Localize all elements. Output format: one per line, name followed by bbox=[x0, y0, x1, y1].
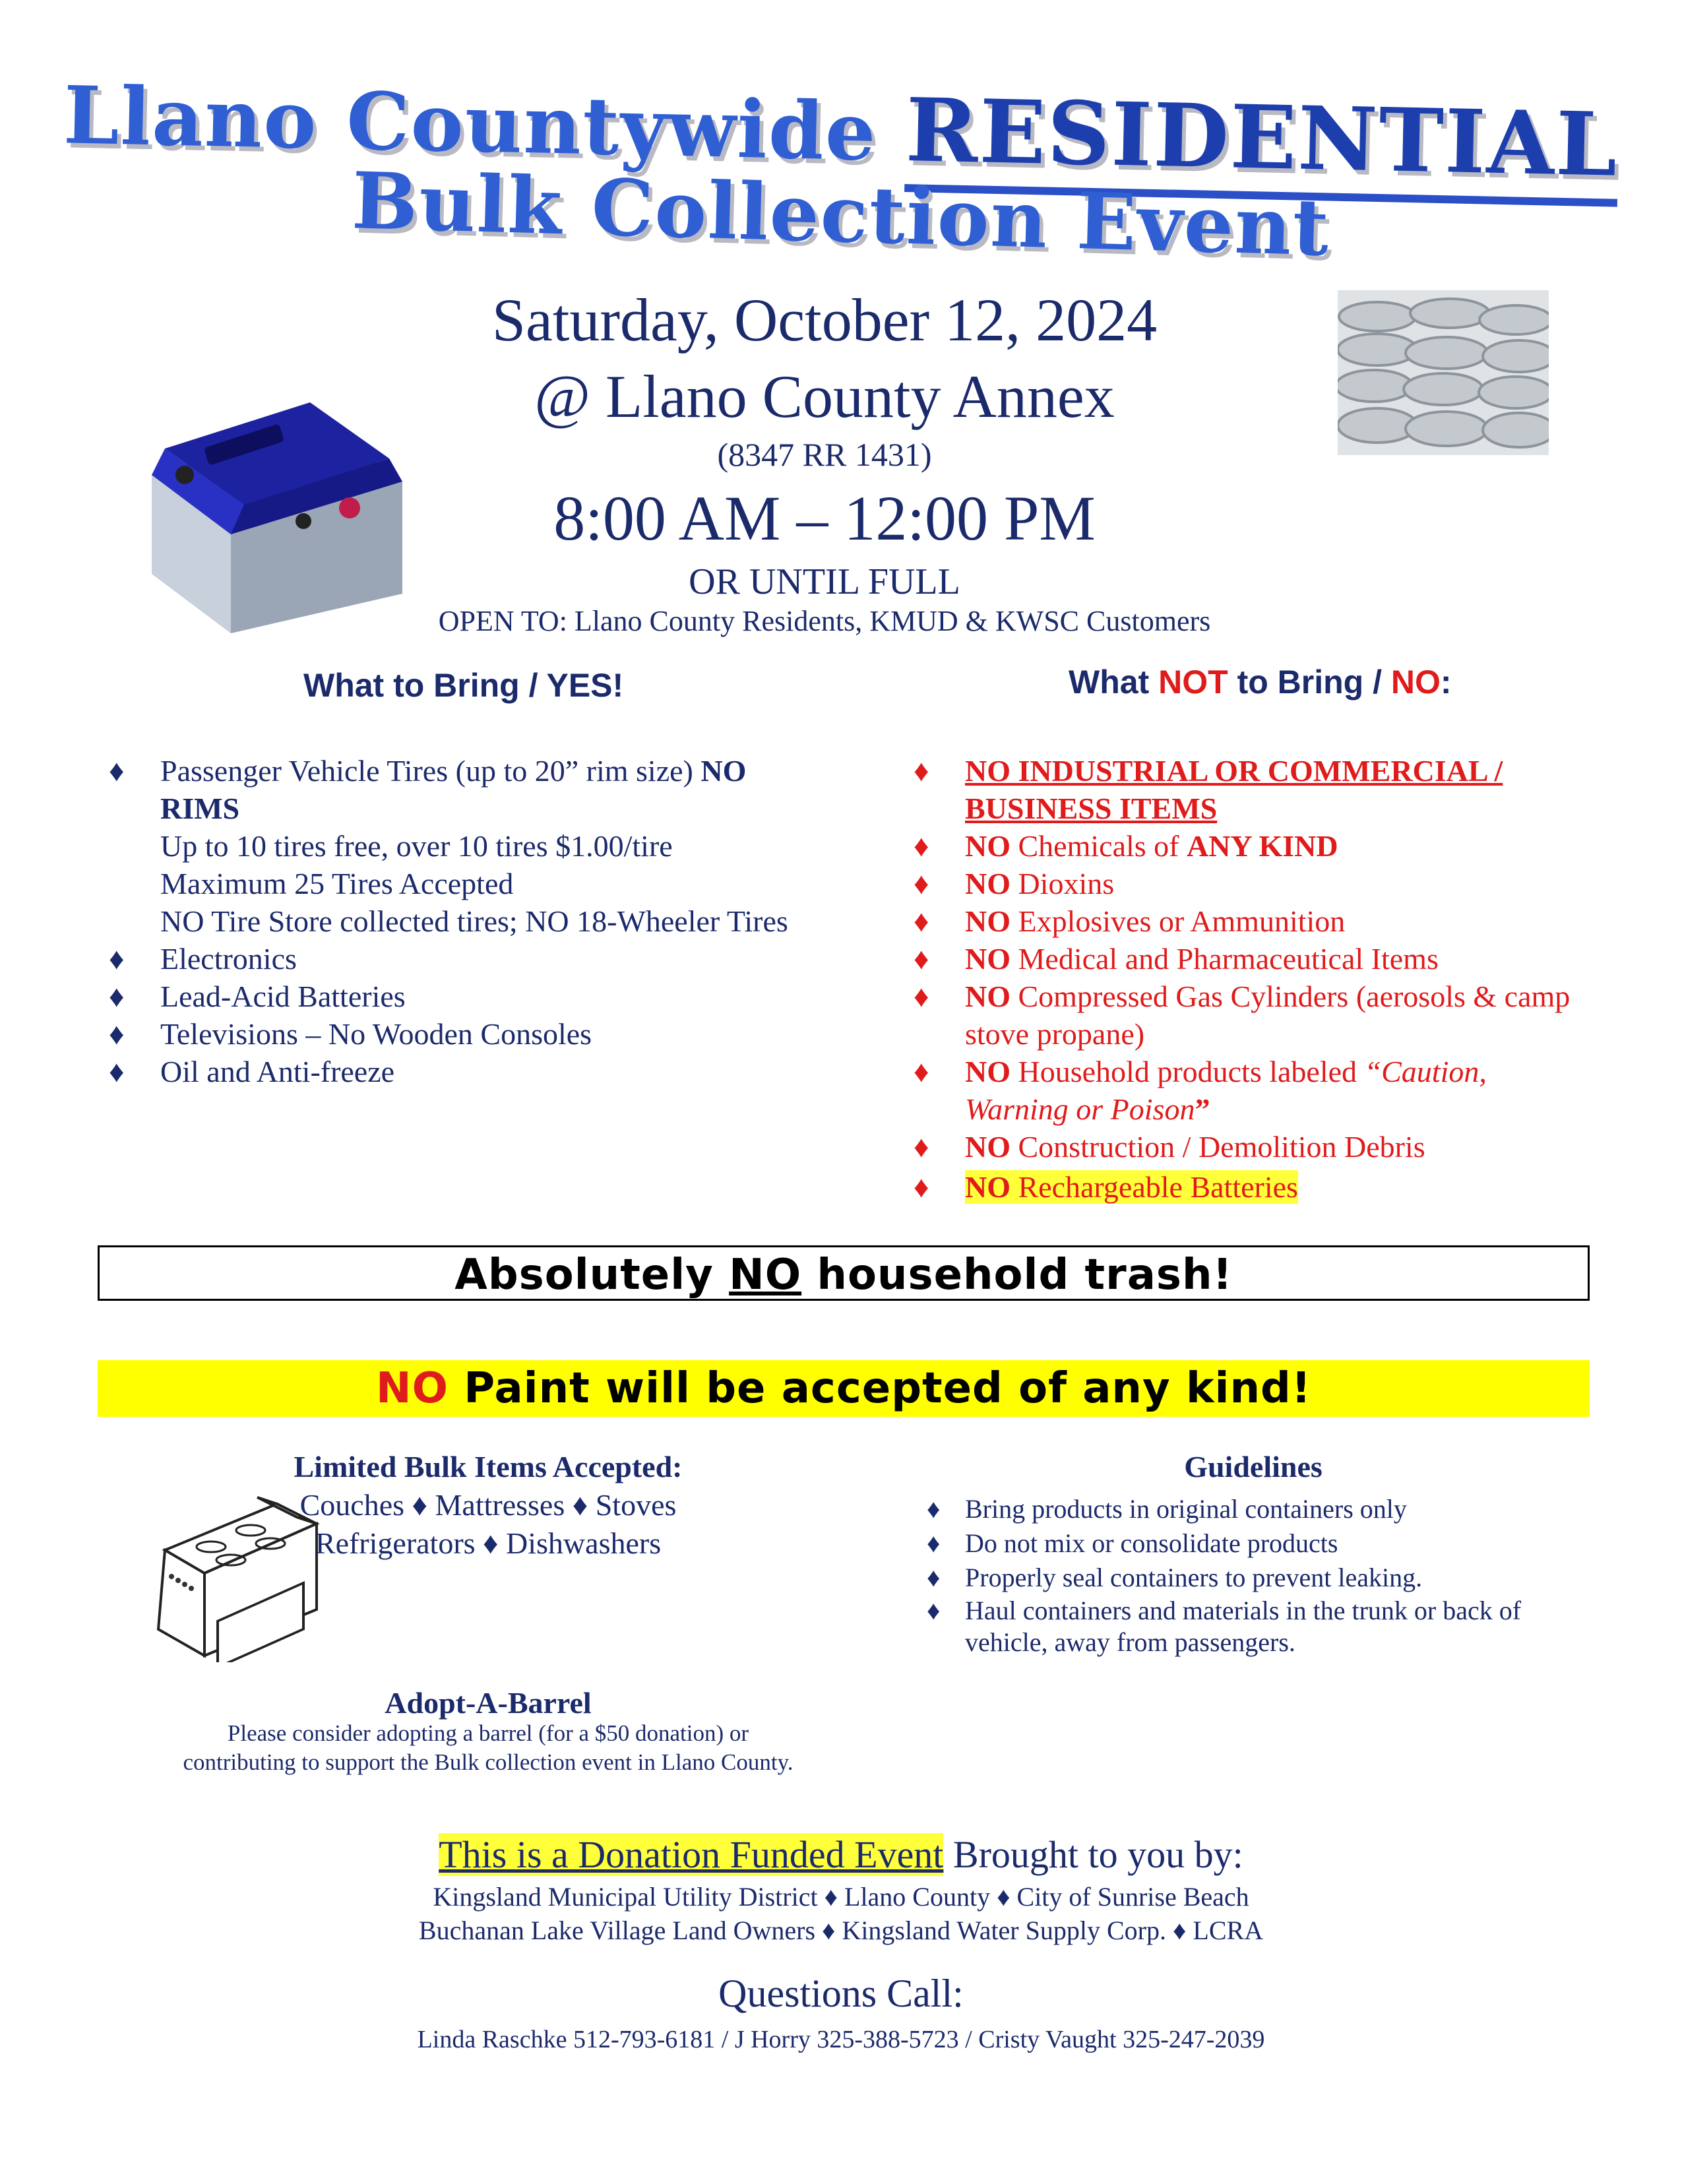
list-item: ♦ NO Construction / Demolition Debris bbox=[965, 1128, 1592, 1166]
list-item: ♦ Televisions – No Wooden Consoles bbox=[160, 1015, 820, 1053]
bulk-line-1: Couches ♦ Mattresses ♦ Stoves bbox=[299, 1488, 677, 1522]
list-item: ♦ NO Explosives or Ammunition bbox=[965, 902, 1592, 940]
list-item: ♦ NO INDUSTRIAL OR COMMERCIAL / BUSINESS ITEMS bbox=[965, 752, 1592, 827]
no-rims-label: NO RIMS bbox=[160, 754, 747, 825]
diamond-bullet-icon: ♦ bbox=[914, 980, 929, 1013]
diamond-bullet-icon: ♦ bbox=[927, 1494, 941, 1524]
list-item: ♦ NO Rechargeable Batteries bbox=[965, 1168, 1592, 1206]
diamond-bullet-icon: ♦ bbox=[109, 942, 125, 976]
list-item: ♦ Lead-Acid Batteries bbox=[160, 978, 820, 1015]
event-time: 8:00 AM – 12:00 PM bbox=[553, 483, 1096, 553]
diamond-bullet-icon: ♦ bbox=[109, 980, 125, 1013]
event-until: OR UNTIL FULL bbox=[689, 561, 960, 602]
list-item: ♦ Do not mix or consolidate products bbox=[965, 1526, 1592, 1561]
diamond-bullet-icon: ♦ bbox=[109, 754, 125, 788]
list-item: ♦ NO Medical and Pharmaceutical Items bbox=[965, 940, 1592, 978]
list-item: ♦ Oil and Anti-freeze bbox=[160, 1053, 820, 1090]
bulk-heading: Limited Bulk Items Accepted: bbox=[294, 1450, 683, 1483]
sponsors-line-2: Buchanan Lake Village Land Owners ♦ Kingsland Water Supply Corp. ♦ LCRA bbox=[418, 1916, 1264, 1945]
list-item: ♦ Passenger Vehicle Tires (up to 20” rim size) NO RIMS bbox=[160, 752, 820, 827]
no-list bbox=[914, 752, 1592, 1206]
event-date: Saturday, October 12, 2024 bbox=[491, 286, 1158, 354]
donation-highlight: This is a Donation Funded Event bbox=[439, 1833, 944, 1876]
barrel-heading: Adopt-A-Barrel bbox=[385, 1686, 592, 1720]
diamond-bullet-icon: ♦ bbox=[927, 1528, 941, 1558]
contact-line: Linda Raschke 512-793-6181 / J Horry 325-388-5723 / Cristy Vaught 325-247-2039 bbox=[417, 2026, 1265, 2053]
yes-list bbox=[109, 752, 820, 1090]
guidelines-heading: Guidelines bbox=[1184, 1450, 1323, 1483]
title-line-2: Bulk Collection Event bbox=[350, 154, 1332, 274]
list-item: ♦ NO Compressed Gas Cylinders (aerosols & camp stove propane) bbox=[965, 978, 1592, 1053]
diamond-bullet-icon: ♦ bbox=[914, 1170, 929, 1204]
no-heading: What NOT to Bring / NO: bbox=[1069, 664, 1452, 701]
diamond-bullet-icon: ♦ bbox=[109, 1055, 125, 1088]
list-item: ♦ Haul containers and materials in the trunk or back of vehicle, away from passengers. bbox=[927, 1596, 1522, 1657]
title-prefix: Llano Countywide bbox=[63, 69, 878, 179]
paint-notice-bar bbox=[98, 1360, 1590, 1417]
bulk-line-2: Refrigerators ♦ Dishwashers bbox=[315, 1526, 662, 1560]
diamond-bullet-icon: ♦ bbox=[109, 1017, 125, 1051]
event-location: @ Llano County Annex bbox=[534, 363, 1115, 430]
tires-sub-item: Maximum 25 Tires Accepted bbox=[160, 867, 514, 900]
tires-sub-item: Up to 10 tires free, over 10 tires $1.00/tire bbox=[160, 829, 673, 863]
diamond-bullet-icon: ♦ bbox=[927, 1563, 941, 1592]
diamond-bullet-icon: ♦ bbox=[914, 754, 929, 788]
list-item: ♦ NO Household products labeled “Caution, Warning or Poison” bbox=[965, 1053, 1592, 1128]
yes-heading: What to Bring / YES! bbox=[303, 667, 624, 704]
guidelines-list bbox=[927, 1492, 1592, 1658]
barrel-line-1: Please consider adopting a barrel (for a $50 donation) or bbox=[227, 1720, 749, 1746]
paint-notice: NO Paint will be accepted of any kind! bbox=[376, 1364, 1311, 1413]
diamond-bullet-icon: ♦ bbox=[914, 829, 929, 863]
diamond-bullet-icon: ♦ bbox=[927, 1596, 941, 1625]
diamond-bullet-icon: ♦ bbox=[914, 1055, 929, 1088]
list-item: ♦ NO Dioxins bbox=[965, 865, 1592, 902]
sponsors-line-1: Kingsland Municipal Utility District ♦ Llano County ♦ City of Sunrise Beach bbox=[433, 1882, 1249, 1912]
diamond-bullet-icon: ♦ bbox=[914, 1130, 929, 1164]
sponsors-heading: This is a Donation Funded Event Brought to you by: bbox=[439, 1833, 1243, 1876]
list-item: ♦ Properly seal containers to prevent leaking. bbox=[965, 1561, 1592, 1595]
diamond-bullet-icon: ♦ bbox=[914, 867, 929, 900]
diamond-bullet-icon: ♦ bbox=[914, 942, 929, 976]
event-open-to: OPEN TO: Llano County Residents, KMUD & KWSC Customers bbox=[438, 605, 1211, 637]
list-item: ♦ Bring products in original containers only bbox=[965, 1492, 1592, 1526]
event-address: (8347 RR 1431) bbox=[717, 436, 932, 473]
barrel-line-2: contributing to support the Bulk collection event in Llano County. bbox=[183, 1749, 794, 1775]
trash-notice-box bbox=[98, 1245, 1590, 1301]
contact-heading: Questions Call: bbox=[718, 1972, 964, 2015]
list-item: ♦ Electronics bbox=[160, 940, 820, 978]
tire-stack-icon bbox=[1338, 290, 1549, 455]
tires-sub-item: NO Tire Store collected tires; NO 18-Wheeler Tires bbox=[160, 904, 788, 938]
title-emphasis: RESIDENTIAL bbox=[904, 79, 1619, 207]
trash-notice: Absolutely NO household trash! bbox=[454, 1251, 1233, 1299]
list-item: ♦ NO Chemicals of ANY KIND bbox=[965, 827, 1592, 865]
diamond-bullet-icon: ♦ bbox=[914, 904, 929, 938]
